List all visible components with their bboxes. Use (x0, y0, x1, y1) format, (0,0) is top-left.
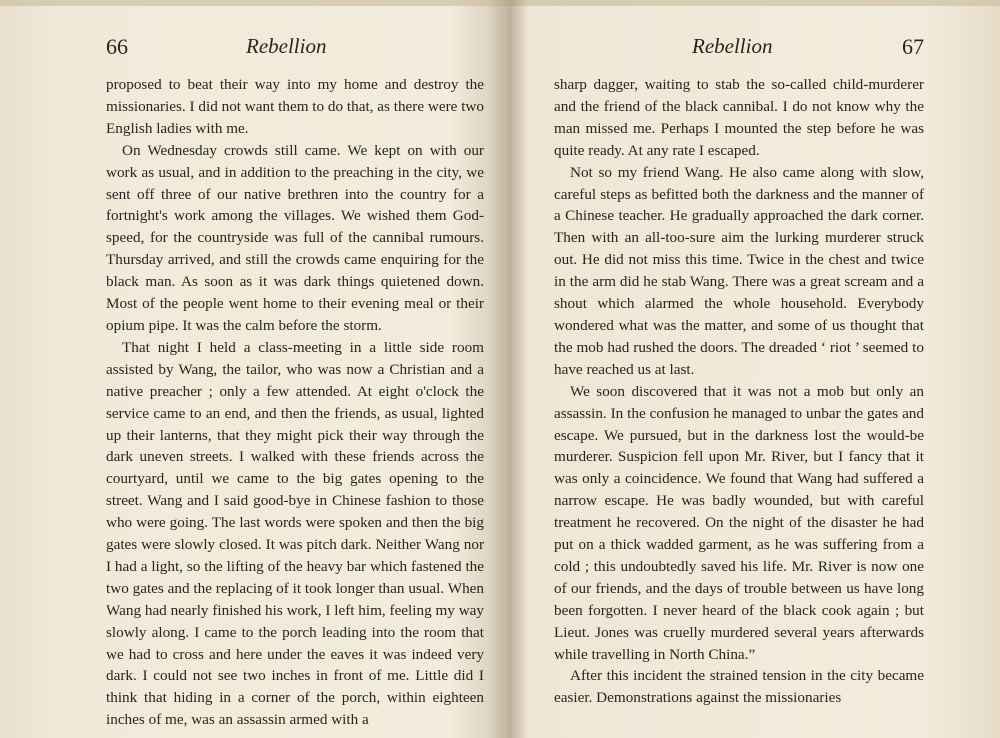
left-page-header (106, 34, 484, 74)
paragraph: sharp dagger, waiting to stab the so-called child-murderer and the friend of the black cannibal. I do not know why the man missed me. Perhaps I mounted the step before he was quite ready. At any rate I escaped. (554, 76, 924, 159)
paragraph: Not so my friend Wang. He also came along with slow, careful steps as befitted both the darkness and the manner of a Chinese teacher. He gradually approached the dark corner. Then with an all-too-sure aim the lurking murderer struck out. He did not miss this time. Twice in the chest and twice in the arm did he stab Wang. There was a great scream and a shout which alarmed the whole household. Everybody wondered what was the matter, and some of us thought that the mob had rushed the doors. The dreaded ‘ riot ’ seemed to have reached us at last. (554, 163, 924, 378)
left-page-body (106, 74, 484, 731)
left-page (106, 34, 484, 731)
right-page-header (554, 34, 924, 74)
running-title: Rebellion (692, 34, 773, 58)
paragraph: After this incident the strained tension in the city became easier. Demonstrations against the missionaries (554, 667, 924, 707)
right-page (554, 34, 924, 709)
running-title: Rebellion (246, 34, 327, 58)
paragraph: We soon discovered that it was not a mob but only an assassin. In the confusion he managed to unbar the gates and escape. We pursued, but in the darkness lost the would-be murderer. Suspicion fell upon Mr. River, but I fancy that it was only a coincidence. We found that Wang had suffered a narrow escape. He was badly wounded, but with careful treatment he recovered. On the night of the disaster he had put on a thick wadded garment, as he was suffering from a cold ; this undoubtedly saved his life. Mr. River is now one of our friends, and the days of trouble between us have long been forgotten. I never heard of the black cook again ; but Lieut. Jones was cruelly murdered several years afterwards while travelling in North China.” (554, 382, 924, 663)
paragraph: On Wednesday crowds still came. We kept on with our work as usual, and in addition to the preaching in the city, we sent off three of our native brethren into the country for a fortnight's work among the villages. We wished them God-speed, for the countryside was full of the cannibal rumours. Thursday arrived, and still the crowds came enquiring for the black man. As soon as it was dark things quietened down. Most of the people went home to their evening meal or their opium pipe. It was the calm before the storm. (106, 141, 484, 334)
page-number: 66 (106, 34, 128, 59)
book-gutter (488, 0, 528, 738)
paragraph: proposed to beat their way into my home and destroy the missionaries. I did not want them to do that, as there were two English ladies with me. (106, 76, 484, 137)
right-page-body (554, 74, 924, 709)
page-number: 67 (902, 34, 924, 59)
paragraph: That night I held a class-meeting in a little side room assisted by Wang, the tailor, who was now a Christian and a native preacher ; only a few attended. At eight o'clock the service came to an end, and then the friends, as usual, lighted up their lanterns, that they might pick their way through the dark uneven streets. I walked with these friends across the courtyard, until we came to the big gates opening to the street. Wang and I said good-bye in Chinese fashion to those who were going. The last words were spoken and then the big gates were slowly closed. It was pitch dark. Neither Wang nor I had a light, so the lifting of the heavy bar which fastened the two gates and the replacing of it took longer than usual. When Wang had nearly finished his work, I left him, feeling my way slowly along. I came to the porch leading into the room that we had to cross and here under the eaves it was indeed very dark. I could not see two inches in front of me. Little did I think that hiding in a corner of the porch, within eighteen inches of me, was an assassin armed with a (106, 338, 484, 729)
